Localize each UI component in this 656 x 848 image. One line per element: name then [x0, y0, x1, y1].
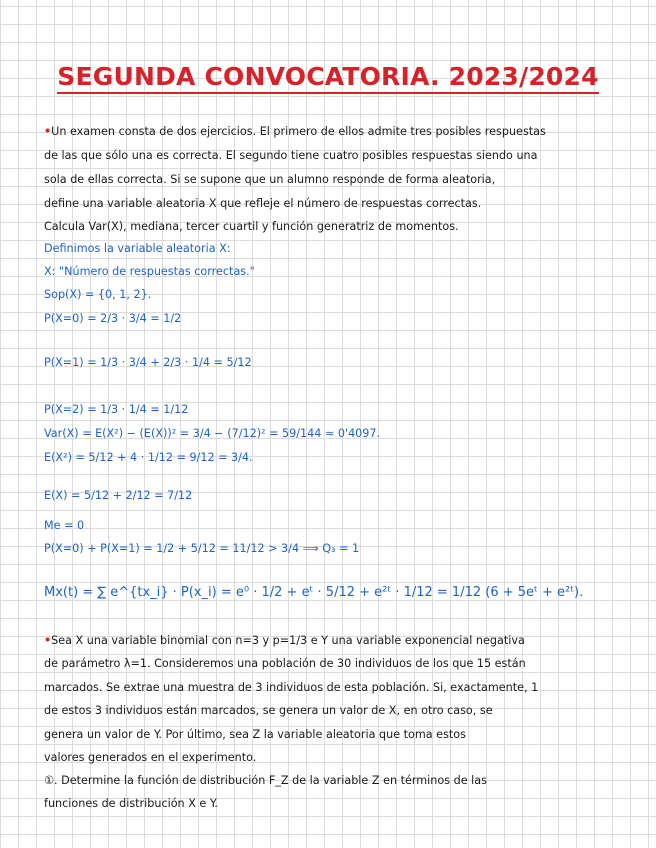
page-title: SEGUNDA CONVOCATORIA. 2023/2024: [0, 62, 656, 91]
problem1-line-4: define una variable aleatoria X que refleje el número de respuestas correctas.: [44, 197, 482, 210]
problem2-part1-cont: funciones de distribución X e Y.: [44, 797, 218, 810]
problem2-line-2: de parámetro λ=1. Consideremos una población de 30 individuos de los que 15 están: [44, 657, 526, 670]
problem1-line-5: Calcula Var(X), mediana, tercer cuartil y función generatriz de momentos.: [44, 220, 459, 233]
problem2-line-5: genera un valor de Y. Por último, sea Z la variable aleatoria que toma estos: [44, 728, 466, 741]
problem1-line-1: •Un examen consta de dos ejercicios. El primero de ellos admite tres posibles respuestas: [44, 125, 546, 138]
solution-line-p1: P(X=1) = 1/3 · 3/4 + 2/3 · 1/4 = 5/12: [44, 356, 252, 369]
solution-line-support: Sop(X) = {0, 1, 2}.: [44, 288, 152, 301]
solution-line-variance: Var(X) = E(X²) − (E(X))² = 3/4 − (7/12)² = 59/144 ≈ 0'4097.: [44, 427, 381, 440]
solution-line-quartile: P(X=0) + P(X=1) = 1/2 + 5/12 = 11/12 > 3/4 ⟹ Q₃ = 1: [44, 542, 360, 555]
problem2-line-1: •Sea X una variable binomial con n=3 y p=1/3 e Y una variable exponencial negativa: [44, 634, 525, 647]
solution-line-ex: E(X) = 5/12 + 2/12 = 7/12: [44, 489, 193, 502]
solution-line-mgf: Mx(t) = ∑ e^{tx_i} · P(x_i) = e⁰ · 1/2 + eᵗ · 5/12 + e²ᵗ · 1/12 = 1/12 (6 + 5eᵗ + e²ᵗ).: [44, 585, 584, 600]
solution-line-x-def: X: "Número de respuestas correctas.": [44, 265, 255, 278]
problem2-line-6: valores generados en el experimento.: [44, 751, 257, 764]
solution-line-ex2: E(X²) = 5/12 + 4 · 1/12 = 9/12 = 3/4.: [44, 451, 253, 464]
problem2-line-4: de estos 3 individuos están marcados, se genera un valor de X, en otro caso, se: [44, 704, 493, 717]
problem1-line-2: de las que sólo una es correcta. El segundo tiene cuatro posibles respuestas siendo una: [44, 149, 538, 162]
problem2-part1: ①. Determine la función de distribución F_Z de la variable Z en términos de las: [44, 774, 487, 787]
problem1-line-3: sola de ellas correcta. Si se supone que un alumno responde de forma aleatoria,: [44, 173, 496, 186]
solution-line-p0: P(X=0) = 2/3 · 3/4 = 1/2: [44, 312, 182, 325]
solution-line-median: Me = 0: [44, 519, 85, 532]
solution-line-define: Definimos la variable aleatoria X:: [44, 242, 231, 255]
problem2-line-3: marcados. Se extrae una muestra de 3 individuos de esta población. Si, exactamente, 1: [44, 681, 539, 694]
solution-line-p2: P(X=2) = 1/3 · 1/4 = 1/12: [44, 403, 189, 416]
